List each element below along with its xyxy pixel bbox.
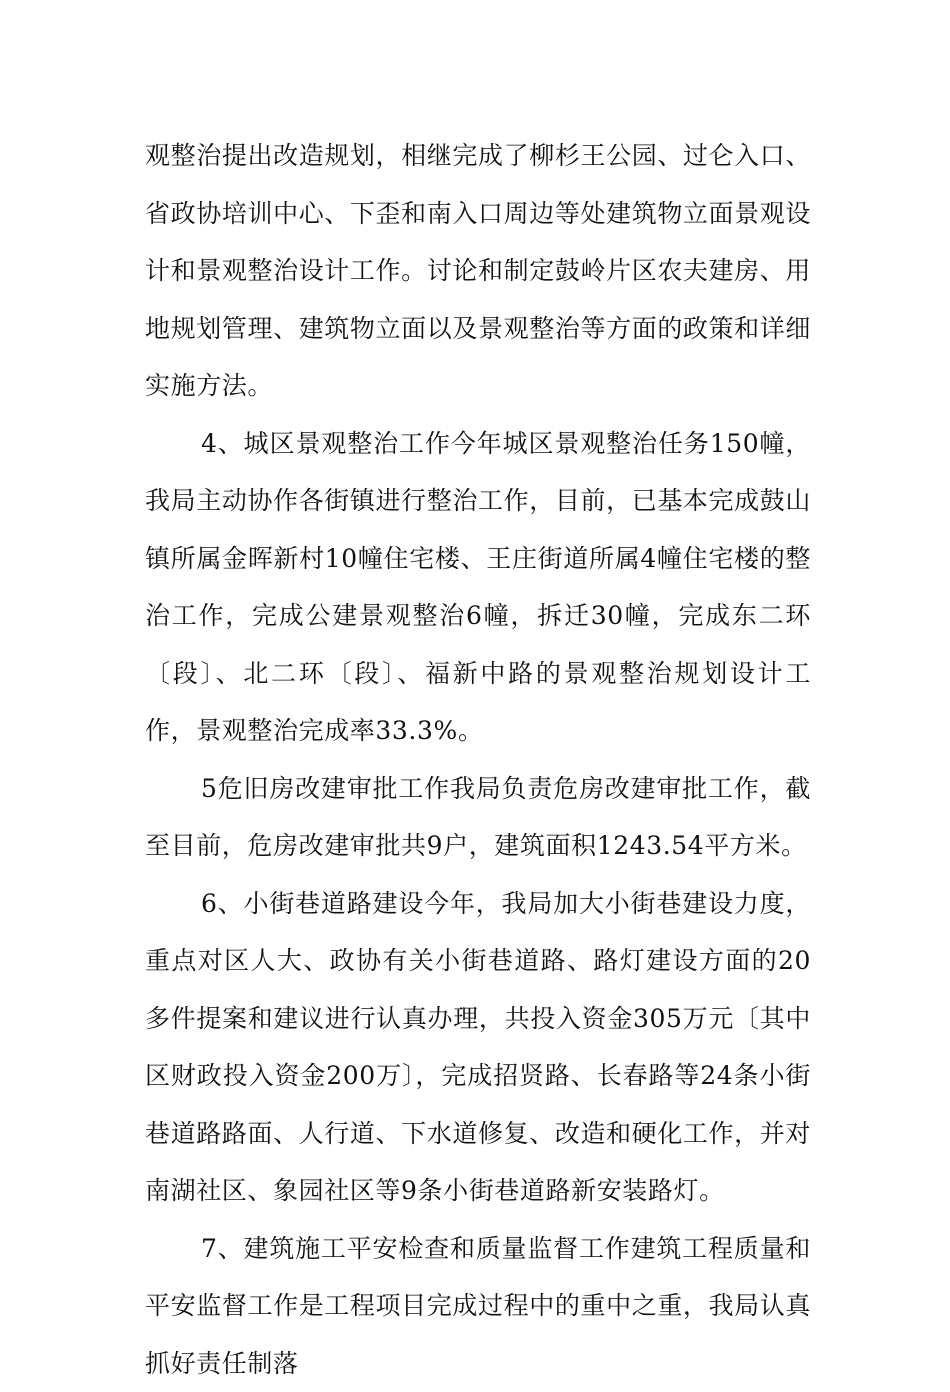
paragraph-dilapidated-housing: 5危旧房改建审批工作我局负责危房改建审批工作，截至目前，危房改建审批共9户，建筑面积1243.54平方米。 — [145, 760, 811, 875]
paragraph-construction-safety: 7、建筑施工平安检查和质量监督工作建筑工程质量和平安监督工作是工程项目完成过程中的重中之重，我局认真抓好责任制落 — [145, 1220, 811, 1392]
paragraph-alley-roads: 6、小街巷道路建设今年，我局加大小街巷建设力度，重点对区人大、政协有关小街巷道路、路灯建设方面的20多件提案和建议进行认真办理，共投入资金305万元〔其中区财政投入资金200万〕，完成招贤路、长春路等24条小街巷道路路面、人行道、下水道修复、改造和硬化工作，并对南湖社区、象园社区等9条小街巷道路新安装路灯。 — [145, 875, 811, 1220]
document-body — [145, 127, 811, 1392]
paragraph-landscape-continuation: 观整治提出改造规划，相继完成了柳杉王公园、过仑入口、省政协培训中心、下歪和南入口周边等处建筑物立面景观设计和景观整治设计工作。讨论和制定鼓岭片区农夫建房、用地规划管理、建筑物立面以及景观整治等方面的政策和详细实施方法。 — [145, 127, 811, 415]
paragraph-urban-landscape: 4、城区景观整治工作今年城区景观整治任务150幢，我局主动协作各街镇进行整治工作，目前，已基本完成鼓山镇所属金晖新村10幢住宅楼、王庄街道所属4幢住宅楼的整治工作，完成公建景观整治6幢，拆迁30幢，完成东二环〔段〕、北二环〔段〕、福新中路的景观整治规划设计工作，景观整治完成率33.3%。 — [145, 415, 811, 760]
